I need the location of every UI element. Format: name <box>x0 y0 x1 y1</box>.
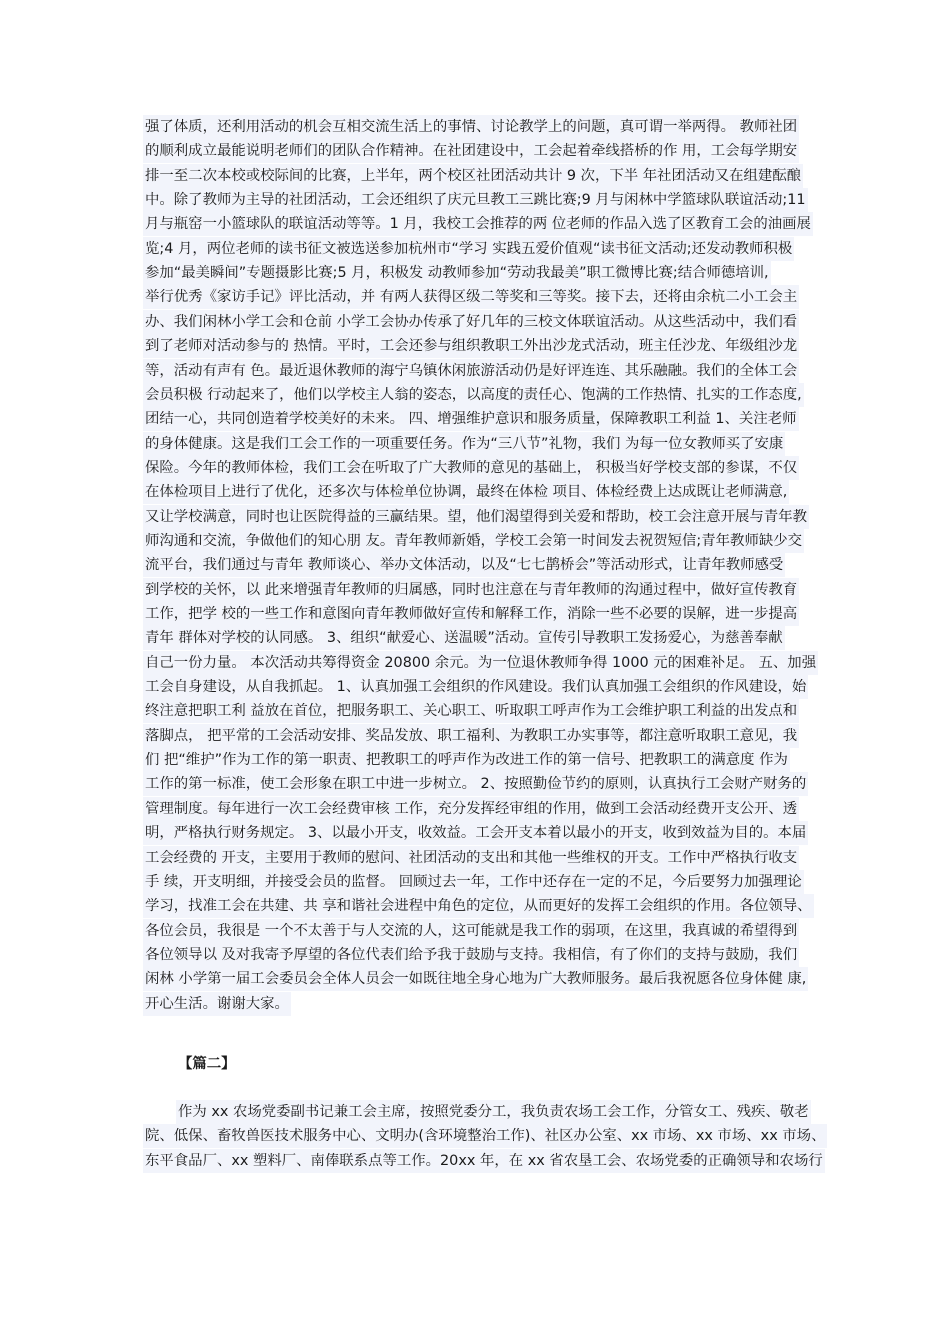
text-line-content: 作为 xx 农场党委副书记兼工会主席，按照党委分工，我负责农场工会工作，分管女工、残疾、敬老 <box>176 1100 811 1124</box>
text-line-content: 强了体质，还利用活动的机会互相交流生活上的事情、讨论教学上的问题，真可谓一举两得。 教师社团 <box>143 115 799 139</box>
text-line <box>143 651 950 675</box>
text-line-content: 学习，找准工会在共建、共 享和谐社会进程中角色的定位，从而更好的发挥工会组织的作用。各位领导、 <box>143 894 814 918</box>
text-line <box>143 846 950 870</box>
text-line <box>143 383 950 407</box>
text-line <box>143 553 950 577</box>
text-line-content: 工作，把学 校的一些工作和意图向青年教师做好宣传和解释工作，消除一些不必要的误解，进一步提高 <box>143 602 799 626</box>
text-line <box>176 1100 950 1124</box>
text-line-content: 手 续，开支明细，并接受会员的监督。 回顾过去一年，工作中还存在一定的不足，今后要努力加强理论 <box>143 870 804 894</box>
text-line <box>143 675 950 699</box>
text-line <box>143 699 950 723</box>
text-line-content: 到学校的关怀，以 此来增强青年教师的归属感，同时也注意在与青年教师的沟通过程中，做好宣传教育 <box>143 578 799 602</box>
text-line <box>143 1124 950 1148</box>
text-line <box>143 894 950 918</box>
text-line-content: 月与瓶窑一小篮球队的联谊活动等等。1 月，我校工会推荐的两 位老师的作品入选了区教育工会的油画展 <box>143 212 813 236</box>
text-line-content: 办、我们闲林小学工会和仓前 小学工会协办传承了好几年的三校文体联谊活动。从这些活动中，我们看 <box>143 310 799 334</box>
text-line <box>143 870 950 894</box>
text-line-content: 落脚点， 把平常的工会活动安排、奖品发放、职工福利、为教职工办实事等，都注意听取职工意见，我 <box>143 724 799 748</box>
section-heading-text: 【篇二】 <box>178 1056 236 1072</box>
text-line <box>143 626 950 650</box>
text-line-content: 举行优秀《家访手记》评比活动，并 有两人获得区级二等奖和三等奖。接下去，还将由余杭二小工会主 <box>143 285 799 309</box>
text-line <box>143 919 950 943</box>
text-line-content: 工作的第一标准，使工会形象在职工中进一步树立。 2、按照勤俭节约的原则，认真执行工会财产财务的 <box>143 772 808 796</box>
text-line <box>143 285 950 309</box>
text-line-content: 青年 群体对学校的认同感。 3、组织“献爱心、送温暖”活动。宣传引导教职工发扬爱心，为慈善奉献 <box>143 626 785 650</box>
text-line-content: 的顺利成立最能说明老师们的团队合作精神。在社团建设中，工会起着牵线搭桥的作 用，工会每学期安 <box>143 139 799 163</box>
text-line-content: 各位领导以 及对我寄予厚望的各位代表们给予我于鼓励与支持。我相信，有了你们的支持与鼓励，我们 <box>143 943 799 967</box>
text-line <box>143 797 950 821</box>
text-line-content: 们 把“维护”作为工作的第一职责、把教职工的呼声作为改进工作的第一信号、把教职工的满意度 作为 <box>143 748 790 772</box>
text-line <box>143 359 950 383</box>
text-line <box>143 407 950 431</box>
text-line-content: 参加“最美瞬间”专题摄影比赛;5 月，积极发 动教师参加“劳动我最美”职工微博比赛;结合师德培训, <box>143 261 771 285</box>
text-line-content: 自己一份力量。 本次活动共筹得资金 20800 余元。为一位退休教师争得 1000 元的困难补足。 五、加强 <box>143 651 818 675</box>
text-line <box>143 1149 950 1173</box>
text-line <box>143 602 950 626</box>
text-line <box>143 821 950 845</box>
text-line <box>143 967 950 991</box>
text-line-content: 院、低保、畜牧兽医技术服务中心、文明办(含环境整治工作)、社区办公室、xx 市场、xx 市场、xx 市场、 <box>143 1124 827 1148</box>
text-line-content: 工会自身建设，从自我抓起。 1、认真加强工会组织的作风建设。我们认真加强工会组织的作风建设，始 <box>143 675 808 699</box>
text-line <box>143 456 950 480</box>
text-line <box>143 505 950 529</box>
text-line <box>143 310 950 334</box>
text-line-content: 开心生活。谢谢大家。 <box>143 992 291 1016</box>
text-line-content: 等，活动有声有 色。最近退休教师的海宁乌镇休闲旅游活动仍是好评连连、其乐融融。我们的全体工会 <box>143 359 799 383</box>
text-line-content: 团结一心，共同创造着学校美好的未来。 四、增强维护意识和服务质量，保障教职工利益 1、关注老师 <box>143 407 799 431</box>
text-line <box>143 772 950 796</box>
text-line-content: 排一至二次本校或校际间的比赛，上半年，两个校区社团活动共计 9 次，下半 年社团活动又在组建酝酿 <box>143 164 803 188</box>
text-line <box>143 724 950 748</box>
text-line <box>143 164 950 188</box>
text-line <box>143 139 950 163</box>
text-line-content: 又让学校满意，同时也让医院得益的三赢结果。望，他们渴望得到关爱和帮助，校工会注意开展与青年教 <box>143 505 809 529</box>
text-line-content: 终注意把职工利 益放在首位，把服务职工、关心职工、听取职工呼声作为工会维护职工利益的出发点和 <box>143 699 799 723</box>
text-line <box>143 992 950 1016</box>
text-line <box>143 529 950 553</box>
text-line-content: 管理制度。每年进行一次工会经费审核 工作，充分发挥经审组的作用，做到工会活动经费开支公开、透 <box>143 797 799 821</box>
text-line-content: 流平台，我们通过与青年 教师谈心、举办文体活动，以及“七七鹊桥会”等活动形式，让青年教师感受 <box>143 553 785 577</box>
text-line-content: 明，严格执行财务规定。 3、以最小开支，收效益。工会开支本着以最小的开支，收到效益为目的。本届 <box>143 821 808 845</box>
text-line <box>143 115 950 139</box>
text-line-content: 师沟通和交流，争做他们的知心朋 友。青年教师新婚，学校工会第一时间发去祝贺短信;青年教师缺少交 <box>143 529 804 553</box>
text-line-content: 东平食品厂、xx 塑料厂、南俸联系点等工作。20xx 年，在 xx 省农垦工会、农场党委的正确领导和农场行 <box>143 1149 825 1173</box>
section-heading <box>176 1052 950 1076</box>
text-line <box>143 578 950 602</box>
text-line-content: 工会经费的 开支，主要用于教师的慰问、社团活动的支出和其他一些维权的开支。工作中严格执行收支 <box>143 846 799 870</box>
text-line-content: 览;4 月，两位老师的读书征文被选送参加杭州市“学习 实践五爱价值观“读书征文活动;还发动教师积极 <box>143 237 794 261</box>
text-line <box>143 188 950 212</box>
text-line <box>143 334 950 358</box>
text-line <box>143 237 950 261</box>
text-line <box>143 261 950 285</box>
text-line <box>143 748 950 772</box>
text-line <box>143 432 950 456</box>
text-line <box>143 212 950 236</box>
text-line-content: 到了老师对活动参与的 热情。平时，工会还参与组织教职工外出沙龙式活动，班主任沙龙、年级组沙龙 <box>143 334 799 358</box>
text-line <box>143 943 950 967</box>
text-line-content: 在体检项目上进行了优化，还多次与体检单位协调，最终在体检 项目、体检经费上达成既让老师满意, <box>143 480 789 504</box>
text-line-content: 保险。今年的教师体检，我们工会在听取了广大教师的意见的基础上， 积极当好学校支部的参谋，不仅 <box>143 456 799 480</box>
text-line-content: 各位会员，我很是 一个不太善于与人交流的人，这可能就是我工作的弱项，在这里，我真诚的希望得到 <box>143 919 799 943</box>
text-line-content: 中。除了教师为主导的社团活动，工会还组织了庆元旦教工三跳比赛;9 月与闲林中学篮球队联谊活动;11 <box>143 188 808 212</box>
text-line-content: 闲林 小学第一届工会委员会全体人员会一如既往地全身心地为广大教师服务。最后我祝愿各位身体健 康, <box>143 967 808 991</box>
text-line-content: 会员积极 行动起来了，他们以学校主人翁的姿态，以高度的责任心、饱满的工作热情、扎实的工作态度, <box>143 383 804 407</box>
text-line <box>143 480 950 504</box>
text-line-content: 的身体健康。这是我们工会工作的一项重要任务。作为“三八节”礼物，我们 为每一位女教师买了安康 <box>143 432 785 456</box>
